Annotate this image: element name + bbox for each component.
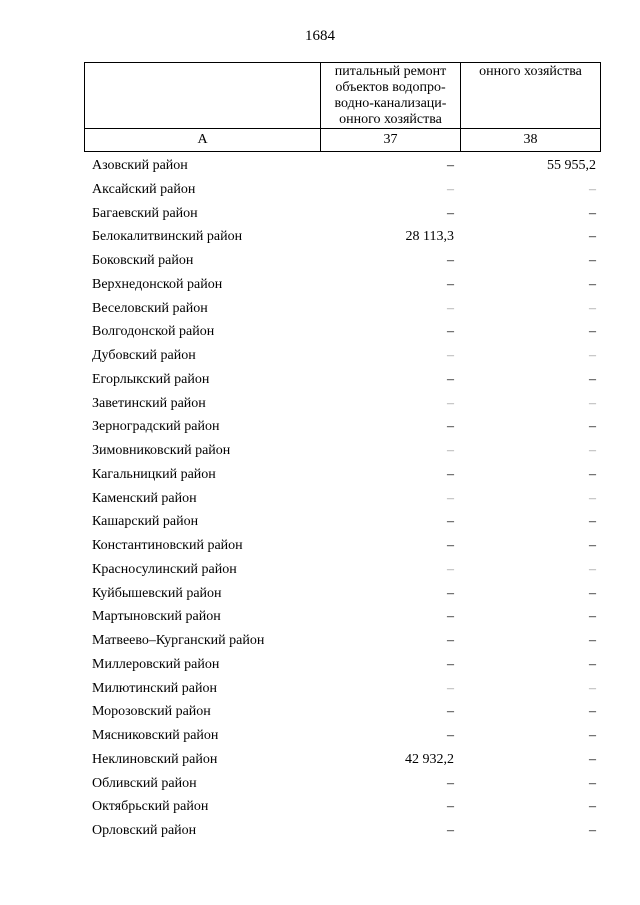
- table-row: [0, 368, 640, 392]
- header-col-37-line: водно-канализаци-: [334, 96, 447, 111]
- district-name: Красносулинский район: [92, 561, 237, 577]
- district-name: Милютинский район: [92, 680, 218, 696]
- header-index-row: [85, 129, 601, 152]
- table-row: [0, 178, 640, 202]
- index-38: 38: [461, 129, 601, 152]
- header-col-37: [321, 63, 461, 129]
- value-col-38: –: [589, 253, 596, 268]
- table-row: [0, 439, 640, 463]
- district-name: Веселовский район: [92, 300, 208, 316]
- value-col-37: 42 932,2: [405, 751, 454, 767]
- value-col-37: –: [447, 466, 454, 482]
- table-header: [84, 62, 601, 152]
- value-col-38: –: [589, 348, 596, 363]
- district-name: Егорлыкский район: [92, 371, 210, 387]
- district-name: Кагальницкий район: [92, 466, 216, 482]
- value-col-37: –: [447, 490, 454, 506]
- value-col-38: –: [589, 395, 596, 411]
- table-row: [0, 463, 640, 487]
- value-col-38: –: [589, 775, 596, 791]
- district-name: Октябрьский район: [92, 799, 209, 815]
- table-row: [0, 297, 640, 321]
- value-col-38: –: [589, 514, 596, 530]
- value-col-38: –: [589, 205, 596, 221]
- district-name: Константиновский район: [92, 538, 243, 553]
- value-col-37: –: [447, 775, 454, 791]
- index-a: А: [85, 129, 321, 152]
- table-row: [0, 605, 640, 629]
- table-row: [0, 629, 640, 653]
- district-name: Боковский район: [92, 253, 194, 268]
- page-number: 1684: [305, 28, 335, 44]
- value-col-38: –: [589, 751, 596, 767]
- header-col-37-line: объектов водопро-: [335, 80, 446, 95]
- value-col-37: –: [447, 585, 454, 601]
- value-col-37: –: [447, 538, 454, 553]
- table-row: [0, 273, 640, 297]
- table-row: [0, 534, 640, 558]
- value-col-37: –: [447, 181, 454, 197]
- district-name: Матвеево–Курганский район: [92, 633, 265, 648]
- district-name: Каменский район: [92, 490, 197, 506]
- value-col-37: –: [447, 276, 454, 292]
- value-col-37: –: [447, 799, 454, 815]
- header-col-a: [85, 63, 321, 129]
- table-row: [0, 392, 640, 416]
- value-col-37: –: [447, 633, 454, 648]
- value-col-38: –: [589, 799, 596, 815]
- value-col-37: –: [447, 609, 454, 625]
- value-col-38: –: [589, 490, 596, 506]
- table-row: [0, 320, 640, 344]
- district-name: Белокалитвинский район: [92, 229, 243, 245]
- district-name: Мясниковский район: [92, 728, 219, 743]
- value-col-38: –: [589, 371, 596, 387]
- value-col-38: –: [589, 538, 596, 553]
- district-name: Обливский район: [92, 775, 197, 791]
- value-col-37: –: [447, 348, 454, 363]
- value-col-37: –: [447, 324, 454, 340]
- value-col-38: –: [589, 443, 596, 458]
- district-name: Заветинский район: [92, 395, 206, 411]
- value-col-38: –: [589, 229, 596, 245]
- value-col-38: –: [589, 181, 596, 197]
- table-row: [0, 415, 640, 439]
- table-row: [0, 772, 640, 796]
- value-col-37: –: [447, 371, 454, 387]
- table-row: [0, 748, 640, 772]
- value-col-38: –: [589, 300, 596, 316]
- value-col-38: 55 955,2: [547, 158, 596, 173]
- value-col-37: 28 113,3: [405, 229, 454, 245]
- table-body: [0, 154, 640, 843]
- value-col-38: –: [589, 704, 596, 720]
- value-col-37: –: [447, 253, 454, 268]
- value-col-37: –: [447, 395, 454, 411]
- value-col-37: –: [447, 680, 454, 696]
- value-col-37: –: [447, 728, 454, 743]
- table-row: [0, 653, 640, 677]
- value-col-38: –: [589, 823, 596, 838]
- value-col-38: –: [589, 466, 596, 482]
- header-label-row: [85, 63, 601, 129]
- table-row: [0, 487, 640, 511]
- value-col-38: –: [589, 609, 596, 625]
- table-row: [0, 344, 640, 368]
- district-name: Зерноградский район: [92, 419, 220, 435]
- value-col-38: –: [589, 680, 596, 696]
- district-name: Волгодонской район: [92, 324, 215, 340]
- header-col-37-line: онного хозяйства: [339, 112, 442, 127]
- value-col-37: –: [447, 158, 454, 173]
- value-col-38: –: [589, 633, 596, 648]
- district-name: Кашарский район: [92, 514, 199, 530]
- value-col-38: –: [589, 561, 596, 577]
- table-row: [0, 582, 640, 606]
- district-name: Неклиновский район: [92, 751, 218, 767]
- table-row: [0, 154, 640, 178]
- value-col-38: –: [589, 419, 596, 435]
- district-name: Аксайский район: [92, 181, 196, 197]
- index-37: 37: [321, 129, 461, 152]
- value-col-38: –: [589, 276, 596, 292]
- header-col-38: [461, 63, 601, 129]
- district-name: Азовский район: [92, 158, 188, 173]
- table-row: [0, 724, 640, 748]
- table-row: [0, 700, 640, 724]
- value-col-38: –: [589, 585, 596, 601]
- value-col-37: –: [447, 561, 454, 577]
- table-row: [0, 510, 640, 534]
- district-name: Зимовниковский район: [92, 443, 231, 458]
- table-row: [0, 249, 640, 273]
- district-name: Багаевский район: [92, 205, 198, 221]
- table-row: [0, 225, 640, 249]
- district-name: Морозовский район: [92, 704, 211, 720]
- district-name: Орловский район: [92, 823, 197, 838]
- district-name: Миллеровский район: [92, 656, 220, 672]
- table-row: [0, 202, 640, 226]
- value-col-37: –: [447, 823, 454, 838]
- header-col-38-line: онного хозяйства: [479, 64, 582, 79]
- value-col-37: –: [447, 514, 454, 530]
- table-row: [0, 558, 640, 582]
- value-col-37: –: [447, 419, 454, 435]
- table-row: [0, 819, 640, 843]
- district-name: Мартыновский район: [92, 609, 221, 625]
- header-col-37-line: питальный ремонт: [334, 64, 447, 79]
- value-col-37: –: [447, 205, 454, 221]
- value-col-37: –: [447, 300, 454, 316]
- value-col-37: –: [447, 704, 454, 720]
- table-row: [0, 795, 640, 819]
- value-col-37: –: [447, 656, 454, 672]
- table-row: [0, 677, 640, 701]
- value-col-38: –: [589, 728, 596, 743]
- district-name: Куйбышевский район: [92, 585, 222, 601]
- district-name: Дубовский район: [92, 348, 196, 363]
- value-col-38: –: [589, 324, 596, 340]
- district-name: Верхнедонской район: [92, 276, 223, 292]
- value-col-38: –: [589, 656, 596, 672]
- value-col-37: –: [447, 443, 454, 458]
